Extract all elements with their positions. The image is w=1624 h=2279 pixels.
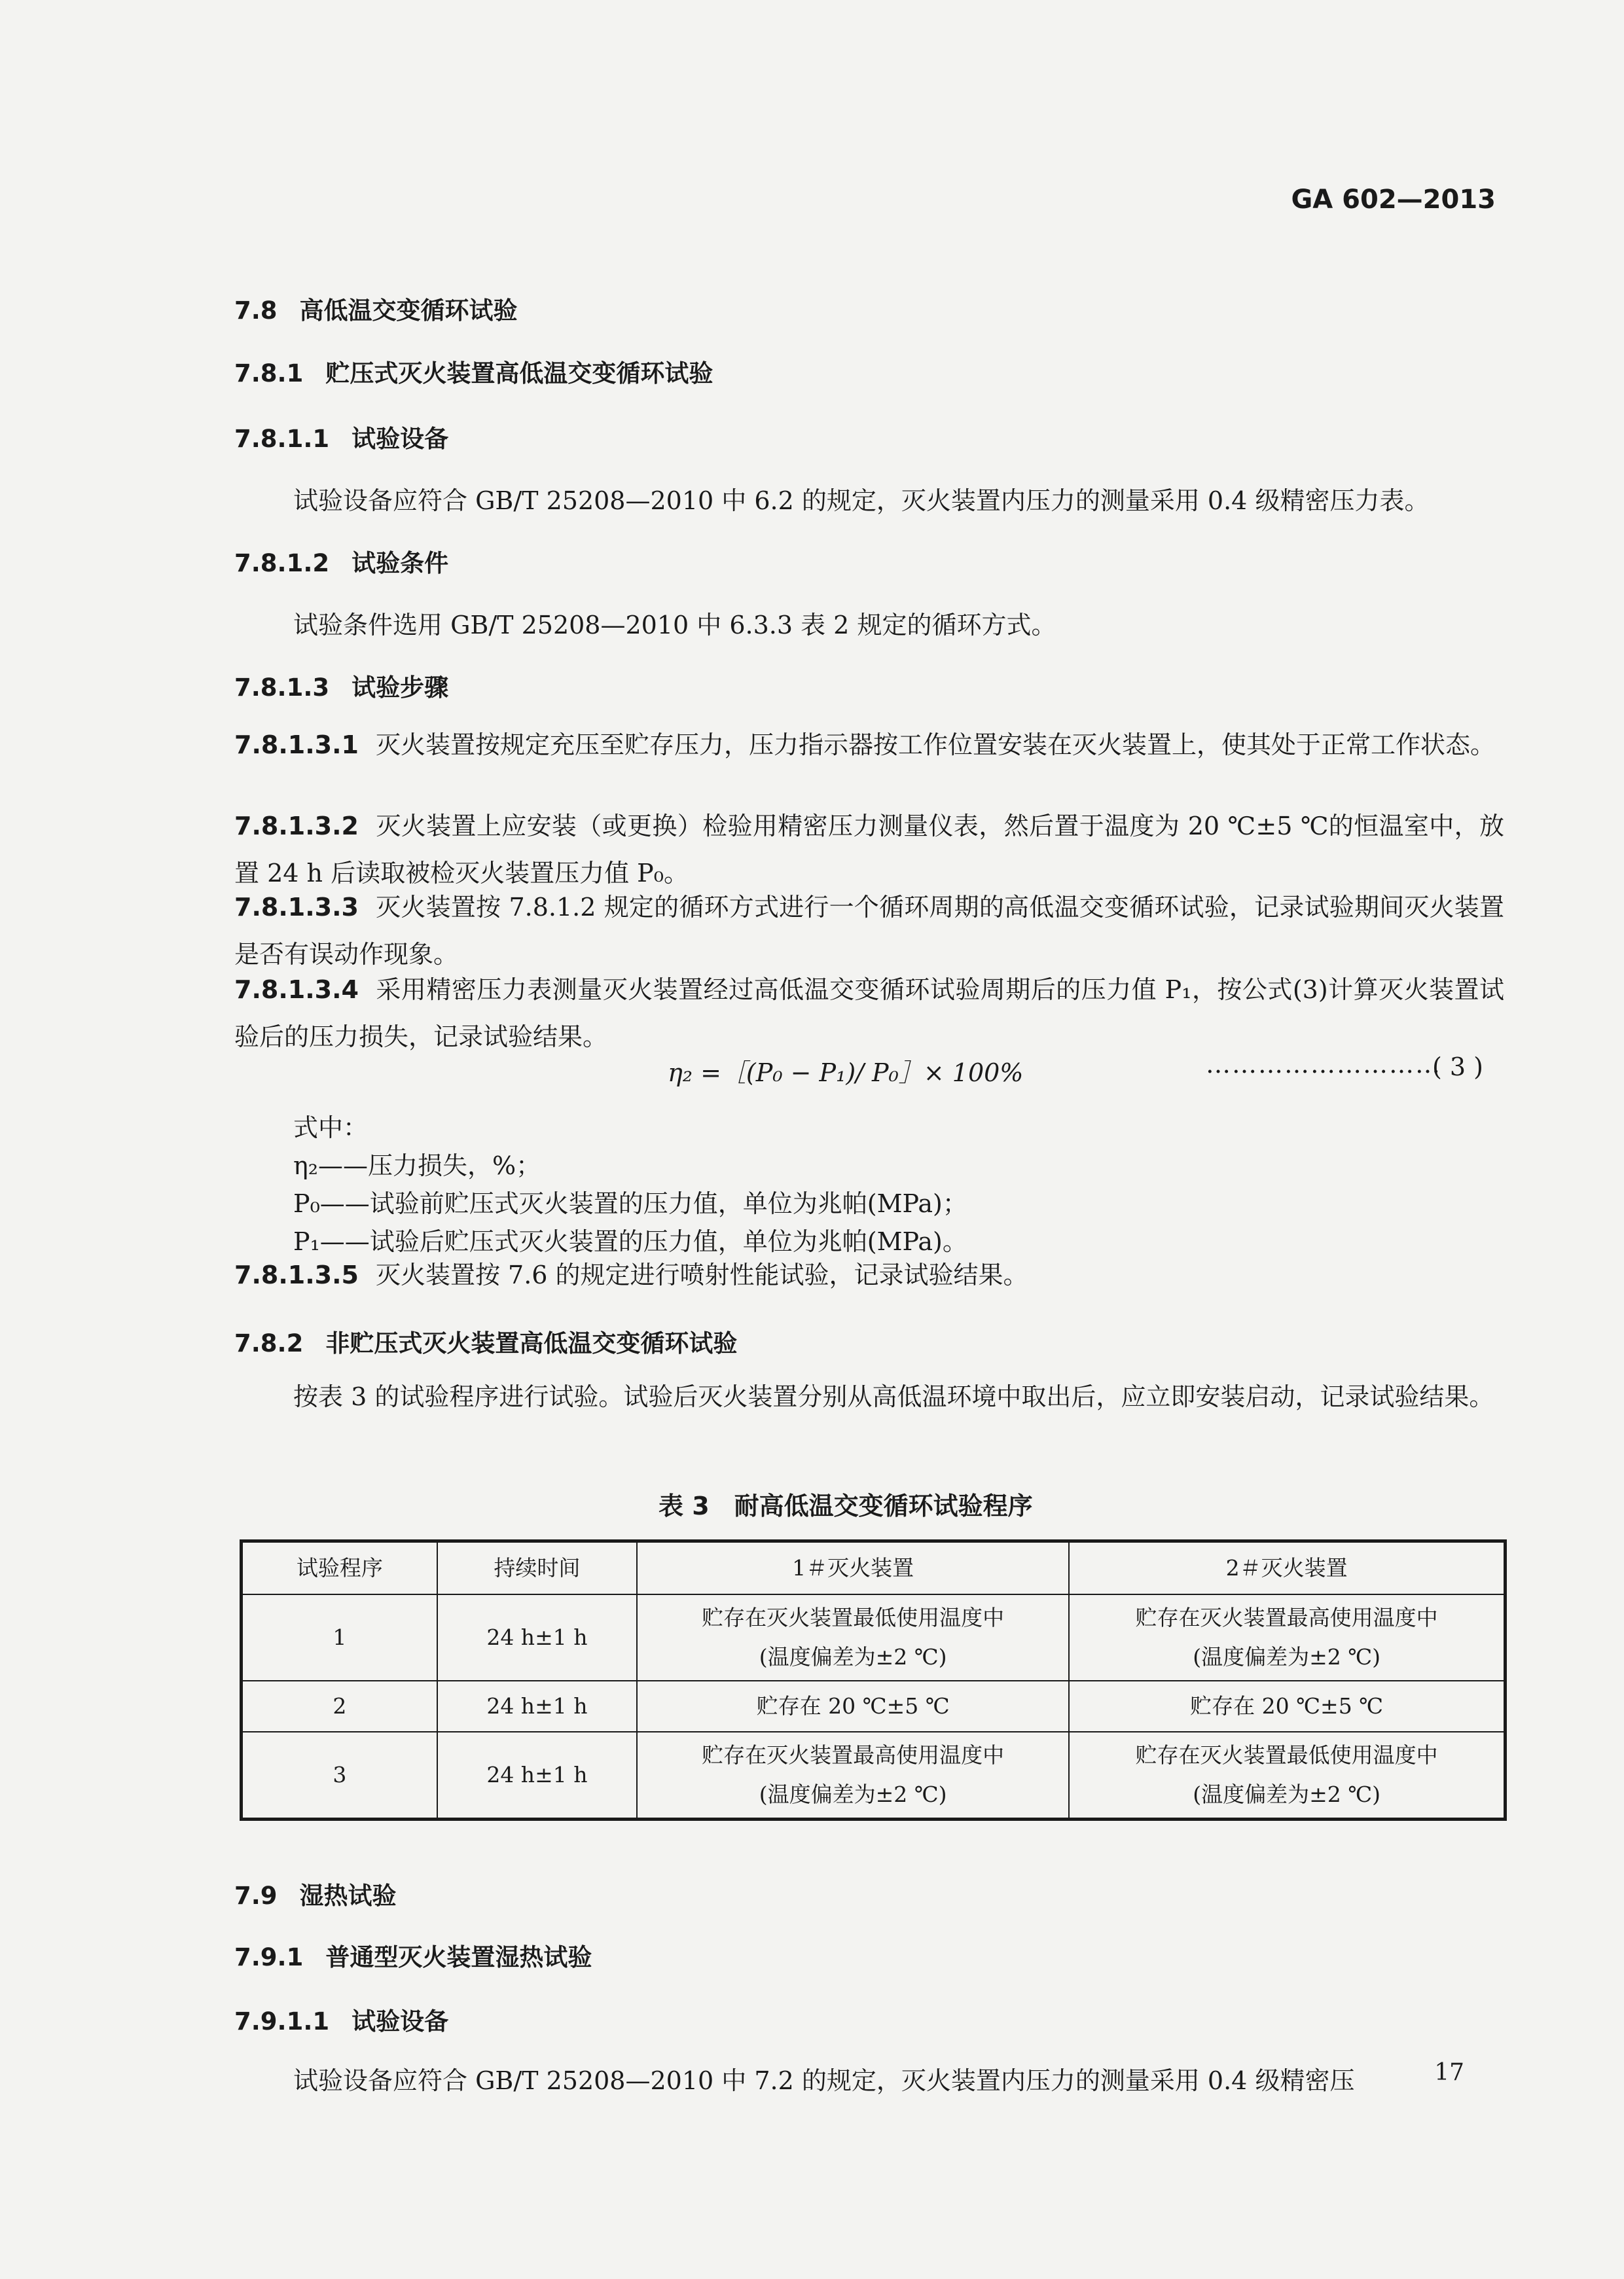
- formula-number: ( 3 ): [1432, 1052, 1483, 1081]
- table-row: [242, 1594, 1506, 1681]
- column-header: 试验程序: [242, 1541, 437, 1595]
- section-title: 试验条件: [352, 549, 449, 577]
- section-number: 7.8.1.1: [234, 425, 330, 453]
- cell-device-2: [1069, 1594, 1505, 1681]
- section-number: 7.8.1: [234, 359, 304, 387]
- clause-number: 7.8.1.3.4: [234, 975, 359, 1004]
- cell-duration: 24 h±1 h: [437, 1732, 637, 1820]
- section-heading-7-8: [234, 291, 518, 326]
- cell-step: 2: [242, 1681, 437, 1732]
- cell-device-1: [637, 1594, 1069, 1681]
- section-heading-7-8-1-1: [234, 419, 448, 454]
- cell-device-1: 贮存在 20 ℃±5 ℃: [637, 1681, 1069, 1732]
- cell-line: 贮存在灭火装置最高使用温度中: [702, 1742, 1005, 1768]
- formula-3: η₂ =［(P₀ − P₁)/ P₀］× 100%: [668, 1058, 1024, 1087]
- clause-number: 7.8.1.3.1: [234, 730, 359, 759]
- section-number: 7.8.2: [234, 1329, 304, 1357]
- cell-line: 贮存在灭火装置最高使用温度中: [1135, 1605, 1438, 1630]
- where-item: P₁——试验后贮压式灭火装置的压力值，单位为兆帕(MPa)。: [293, 1227, 967, 1256]
- cell-line: 贮存在灭火装置最低使用温度中: [702, 1605, 1005, 1630]
- where-item: η₂——压力损失，%；: [293, 1151, 541, 1180]
- cell-device-1: [637, 1732, 1069, 1820]
- section-heading-7-9-1: [234, 1937, 592, 1973]
- table-3: [240, 1539, 1507, 1821]
- section-heading-7-9-1-1: [234, 2001, 448, 2037]
- section-number: 7.8.1.3: [234, 673, 330, 702]
- table-row: [242, 1732, 1506, 1820]
- column-header: 1＃灭火装置: [637, 1541, 1069, 1595]
- paragraph-7-9-1-1: 试验设备应符合 GB/T 25208—2010 中 7.2 的规定，灭火装置内压力的测量采用 0.4 级精密压: [293, 2066, 1355, 2095]
- cell-line: (温度偏差为±2 ℃): [759, 1782, 947, 1807]
- cell-device-2: 贮存在 20 ℃±5 ℃: [1069, 1681, 1505, 1732]
- clause-text: 采用精密压力表测量灭火装置经过高低温交变循环试验周期后的压力值 P₁，按公式(3)计算灭火装置试验后的压力损失，记录试验结果。: [234, 975, 1504, 1051]
- clause-text: 灭火装置按 7.8.1.2 规定的循环方式进行一个循环周期的高低温交变循环试验，记录试验期间灭火装置是否有误动作现象。: [234, 893, 1504, 969]
- clause-text: 灭火装置按规定充压至贮存压力，压力指示器按工作位置安装在灭火装置上，使其处于正常工作状态。: [375, 730, 1495, 759]
- where-label: 式中：: [293, 1113, 369, 1142]
- section-title: 试验设备: [352, 425, 449, 453]
- section-number: 7.9: [234, 1882, 278, 1910]
- paragraph-7-8-1-2: 试验条件选用 GB/T 25208—2010 中 6.3.3 表 2 规定的循环方式。: [293, 611, 1056, 639]
- section-title: 试验设备: [352, 2007, 449, 2036]
- section-heading-7-8-1-2: [234, 543, 448, 579]
- where-item: P₀——试验前贮压式灭火装置的压力值，单位为兆帕(MPa)；: [293, 1189, 967, 1218]
- cell-device-2: [1069, 1732, 1505, 1820]
- clause-text: 灭火装置按 7.6 的规定进行喷射性能试验，记录试验结果。: [375, 1261, 1028, 1289]
- cell-step: 3: [242, 1732, 437, 1820]
- clause-text: 灭火装置上应安装（或更换）检验用精密压力测量仪表，然后置于温度为 20 ℃±5 ℃的恒温室中，放置 24 h 后读取被检灭火装置压力值 P₀。: [234, 812, 1504, 888]
- cell-duration: 24 h±1 h: [437, 1681, 637, 1732]
- paragraph-7-8-1-3-5: [234, 1251, 1504, 1299]
- section-heading-7-8-1: [234, 353, 713, 389]
- section-heading-7-8-2: [234, 1323, 737, 1359]
- paragraph-7-8-1-1: 试验设备应符合 GB/T 25208—2010 中 6.2 的规定，灭火装置内压力的测量采用 0.4 级精密压力表。: [293, 486, 1430, 515]
- cell-step: 1: [242, 1594, 437, 1681]
- table-row: [242, 1681, 1506, 1732]
- section-title: 湿热试验: [299, 1882, 397, 1910]
- section-title: 贮压式灭火装置高低温交变循环试验: [325, 359, 713, 387]
- paragraph-7-8-2: 按表 3 的试验程序进行试验。试验后灭火装置分别从高低温环境中取出后，应立即安装启动，记录试验结果。: [293, 1382, 1494, 1411]
- standard-code: GA 602—2013: [1291, 185, 1496, 215]
- column-header: 持续时间: [437, 1541, 637, 1595]
- paragraph-7-8-1-3-3: [234, 884, 1504, 978]
- cell-line: (温度偏差为±2 ℃): [1193, 1644, 1381, 1670]
- formula-leader-dots: ………………………: [1206, 1050, 1441, 1079]
- table-header-row: [242, 1541, 1506, 1595]
- section-number: 7.8.1.2: [234, 549, 330, 577]
- cell-duration: 24 h±1 h: [437, 1594, 637, 1681]
- section-title: 高低温交变循环试验: [299, 296, 518, 325]
- cell-line: (温度偏差为±2 ℃): [1193, 1782, 1381, 1807]
- section-title: 非贮压式灭火装置高低温交变循环试验: [325, 1329, 738, 1357]
- cell-line: 贮存在灭火装置最低使用温度中: [1135, 1742, 1438, 1768]
- section-title: 试验步骤: [352, 673, 449, 702]
- column-header: 2＃灭火装置: [1069, 1541, 1505, 1595]
- paragraph-7-8-1-3-2: [234, 802, 1504, 897]
- section-heading-7-8-1-3: [234, 668, 448, 703]
- page-number: 17: [1434, 2059, 1464, 2086]
- section-number: 7.8: [234, 296, 278, 325]
- section-number: 7.9.1: [234, 1943, 304, 1971]
- paragraph-7-8-1-3-4: [234, 966, 1504, 1060]
- paragraph-7-8-1-3-1: [234, 721, 1504, 768]
- section-heading-7-9: [234, 1876, 397, 1911]
- section-number: 7.9.1.1: [234, 2007, 330, 2036]
- clause-number: 7.8.1.3.5: [234, 1261, 359, 1289]
- section-title: 普通型灭火装置湿热试验: [325, 1943, 592, 1971]
- clause-number: 7.8.1.3.3: [234, 893, 359, 922]
- table-caption: 表 3 耐高低温交变循环试验程序: [659, 1492, 1033, 1520]
- clause-number: 7.8.1.3.2: [234, 812, 359, 840]
- cell-line: (温度偏差为±2 ℃): [759, 1644, 947, 1670]
